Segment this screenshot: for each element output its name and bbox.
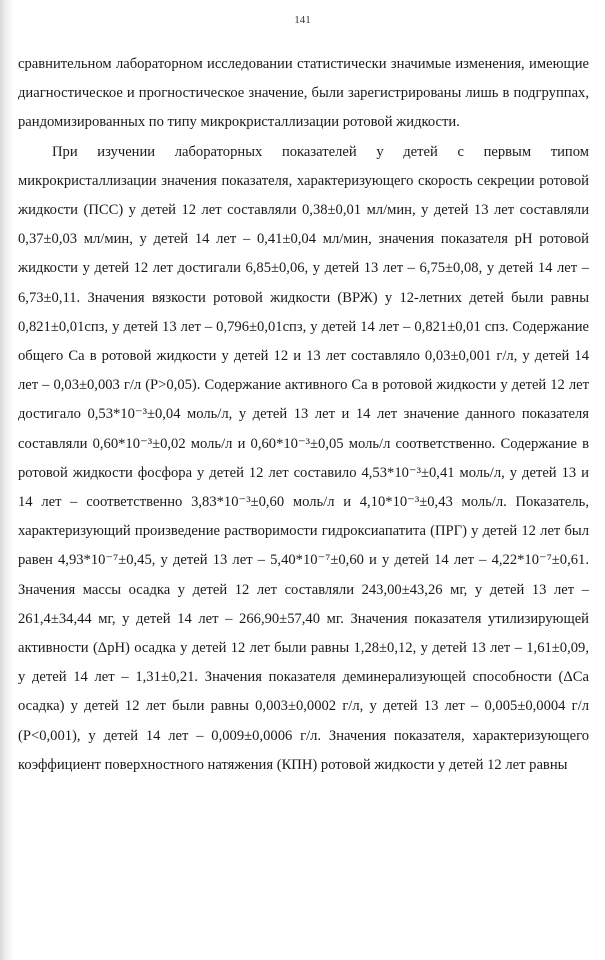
paragraph-lab-results: При изучении лабораторных показателей у детей с первым типом микрокристаллизации значения показателя, характеризующего скорость секреции ротовой жидкости (ПСС) у детей 12 лет составляли 0,38±0,01 мл/мин, у детей 13 лет составляли 0,37±0,03 мл/мин, у детей 14 лет – 0,41±0,04 мл/мин, значения показателя рН ротовой жидкости у детей 12 лет достигали 6,85±0,06, у детей 13 лет – 6,75±0,08, у детей 14 лет – 6,73±0,11. Значения вязкости ротовой жидкости (ВРЖ) у 12-летних детей были равны 0,821±0,01спз, у детей 13 лет – 0,796±0,01спз, у детей 14 лет – 0,821±0,01 спз. Содержание общего Са в ротовой жидкости у детей 12 и 13 лет составляло 0,03±0,001 г/л, у детей 14 лет – 0,03±0,003 г/л (Р>0,05). Содержание активного Са в ротовой жидкости у детей 12 лет достигало 0,53*10⁻³±0,04 моль/л, у детей 13 лет и 14 лет значение данного показателя составляли 0,60*10⁻³±0,02 моль/л и 0,60*10⁻³±0,05 моль/л соответственно. Содержание в ротовой жидкости фосфора у детей 12 лет составило 4,53*10⁻³±0,41 моль/л, у детей 13 и 14 лет – соответственно 3,83*10⁻³±0,60 моль/л и 4,10*10⁻³±0,43 моль/л. Показатель, характеризующий произведение растворимости гидроксиапатита (ПРГ) у детей 12 лет был равен 4,93*10⁻⁷±0,45, у детей 13 лет – 5,40*10⁻⁷±0,60 и у детей 14 лет – 4,22*10⁻⁷±0,61. Значения массы осадка у детей 12 лет составляли 243,00±43,26 мг, у детей 13 лет – 261,4±34,44 мг, у детей 14 лет – 266,90±57,40 мг. Значения показателя утилизирующей активности (ΔрН) осадка у детей 12 лет были равны 1,28±0,12, у детей 13 лет – 1,61±0,09, у детей 14 лет – 1,31±0,21. Значения показателя деминерализующей способности (ΔСа осадка) у детей 12 лет были равны 0,003±0,0002 г/л, у детей 13 лет – 0,005±0,0004 г/л (Р<0,001), у детей 14 лет – 0,009±0,0006 г/л. Значения показателя, характеризующего коэффициент поверхностного натяжения (КПН) ротовой жидкости у детей 12 лет равны [18, 143, 589, 773]
scan-shadow-edge [0, 0, 14, 960]
page-number: 141 [294, 14, 311, 26]
body-text [18, 50, 589, 780]
paragraph-continuation: сравнительном лабораторном исследовании статистически значимые изменения, имеющие диагностическое и прогностическое значение, были зарегистрированы лишь в подгруппах, рандомизированных по типу микрокристаллизации ротовой жидкости. [18, 56, 589, 131]
